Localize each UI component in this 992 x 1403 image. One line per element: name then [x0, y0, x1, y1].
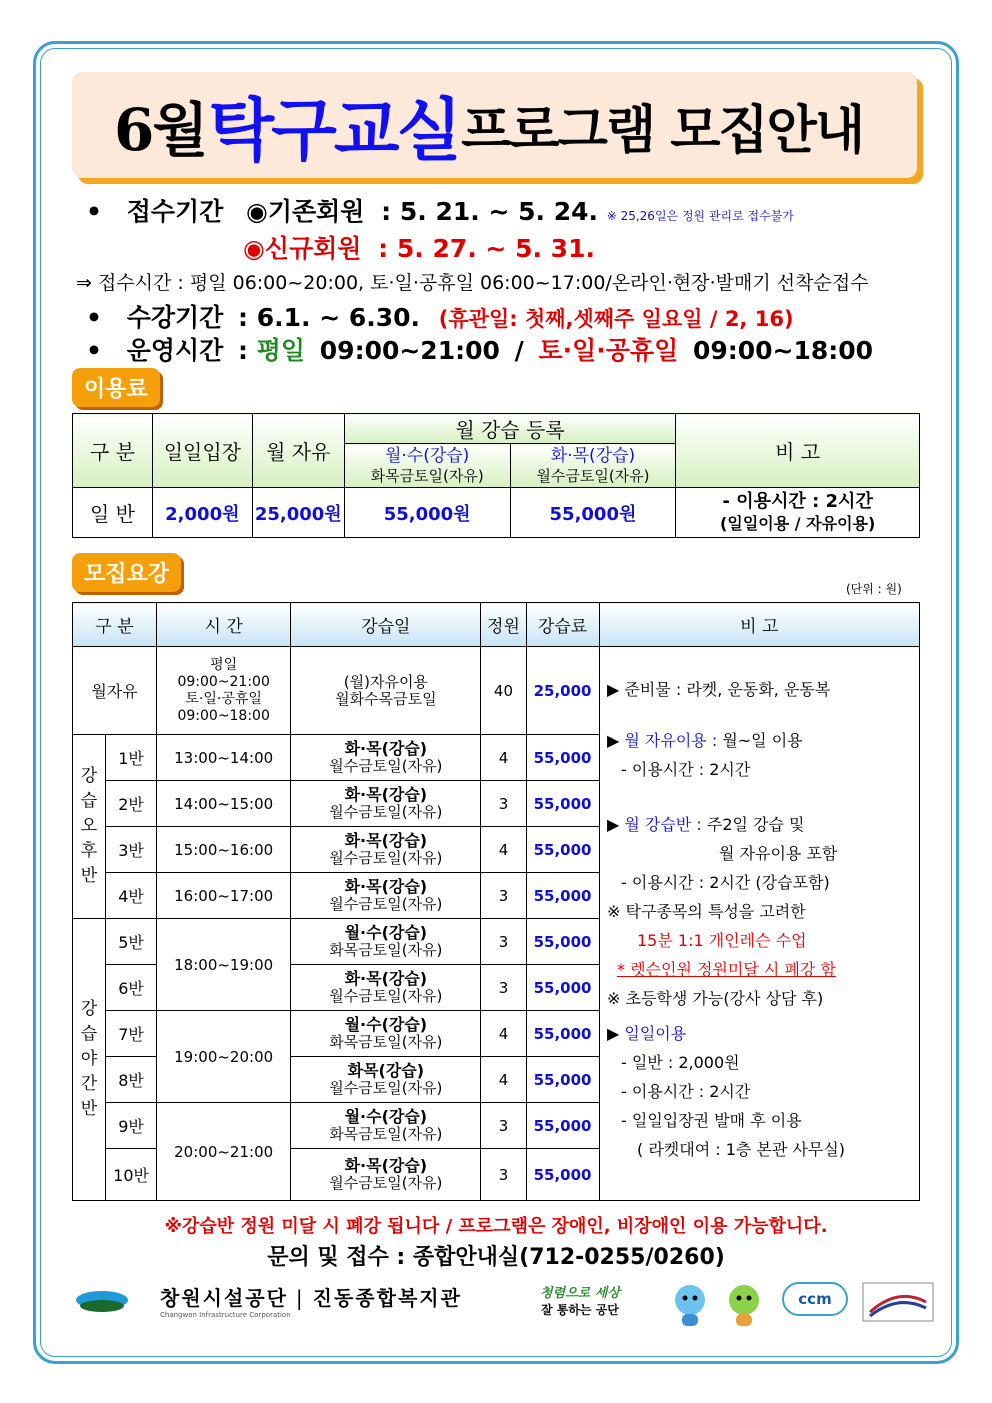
rt-days — [291, 1057, 481, 1103]
award-badge-icon — [862, 1282, 934, 1322]
rt-free-days — [291, 647, 481, 735]
rt-d2: 화목금토일(자유) — [329, 1125, 443, 1143]
remark-lesson-desc: 주2일 강습 및 — [701, 815, 805, 834]
holiday-note: (휴관일: 첫째,셋째주 일요일 / 2, 16) — [438, 307, 794, 331]
remark-lesson-time: - 이용시간 : 2시간 (강습포함) — [621, 873, 830, 892]
rt-cls: 4반 — [106, 873, 157, 919]
rt-days — [291, 781, 481, 827]
slogan-logo — [540, 1282, 620, 1318]
rt-days — [291, 873, 481, 919]
existing-label: ◉기존회원 — [246, 197, 365, 226]
weekday-time: 09:00~21:00 — [319, 336, 500, 365]
remark-equipment: ▶ 준비물 : 라켓, 운동화, 운동복 — [607, 680, 831, 699]
rt-time: 16:00~17:00 — [157, 873, 291, 919]
rt-cap: 3 — [481, 919, 526, 965]
course-period-label: 수강기간 — [126, 303, 224, 332]
org-name-text: 창원시설공단 — [160, 1286, 288, 1310]
fee-h-mw-label: 월·수(강습) — [384, 445, 470, 466]
remark-free-use-desc: 월~일 이용 — [717, 731, 803, 750]
rt-h-days: 강습일 — [291, 603, 481, 647]
new-dates: : 5. 27. ~ 5. 31. — [378, 234, 595, 263]
mascot-2 — [722, 1282, 766, 1328]
reception-line — [86, 192, 794, 228]
reception-label: 접수기간 — [126, 197, 224, 226]
rt-time: 13:00~14:00 — [157, 735, 291, 781]
new-label: ◉신규회원 — [243, 234, 362, 263]
rt-fee: 55,000 — [526, 965, 599, 1011]
rt-d2: 화목금토일(자유) — [329, 941, 443, 959]
rt-h-time: 시 간 — [157, 603, 291, 647]
fee-h-tt-sub: 월수금토일(자유) — [536, 466, 650, 485]
rt-days — [291, 735, 481, 781]
rt-h-type: 구 분 — [73, 603, 157, 647]
rt-fee: 55,000 — [526, 1011, 599, 1057]
rt-cap: 3 — [481, 781, 526, 827]
new-member-line — [243, 229, 595, 265]
fee-h-free: 월 자유 — [252, 414, 344, 488]
rt-d2: 월수금토일(자유) — [329, 987, 443, 1005]
rt-fee: 55,000 — [526, 1103, 599, 1149]
rt-group-afternoon-label: 강습 오후반 — [80, 766, 98, 886]
rt-days — [291, 1149, 481, 1201]
fee-h-type: 구 분 — [73, 414, 153, 488]
rt-d2: 월수금토일(자유) — [329, 895, 443, 913]
remark-private-lesson: 15분 1:1 개인레슨 수업 — [637, 931, 807, 950]
org-name-en: Changwon Infrastructure Corporation — [160, 1311, 291, 1319]
rt-d2: 화목금토일(자유) — [329, 1033, 443, 1051]
rt-d1: 월·수(강습) — [344, 923, 428, 942]
rt-days — [291, 965, 481, 1011]
rt-free-time4: 09:00~18:00 — [177, 707, 270, 724]
rt-fee: 55,000 — [526, 1057, 599, 1103]
award-logo — [862, 1282, 934, 1322]
remark-free-use-arrow: ▶ — [607, 731, 625, 750]
rt-free-time — [157, 647, 291, 735]
rt-free-days1: (월)자유이용 — [343, 672, 428, 691]
ccm-text: ccm — [782, 1282, 848, 1316]
title-banner — [72, 72, 917, 178]
rt-d1: 화·목(강습) — [344, 969, 428, 988]
title-main: 탁구교실 — [208, 91, 460, 171]
rt-d1: 화·목(강습) — [344, 877, 428, 896]
rt-time: 14:00~15:00 — [157, 781, 291, 827]
fee-r-tt: 55,000원 — [510, 488, 676, 538]
fee-r-type: 일 반 — [73, 488, 153, 538]
rt-d1: 화·목(강습) — [344, 831, 428, 850]
slogan-top: 청렴으로 세상 — [540, 1286, 620, 1301]
fee-h-monthly: 월 강습 등록 — [344, 414, 676, 444]
rt-h-cap: 정원 — [481, 603, 526, 647]
fee-h-mw-sub: 화목금토일(자유) — [370, 466, 484, 485]
rt-free-time1: 평일 — [210, 656, 238, 673]
title-month: 6월 — [114, 96, 207, 164]
rt-d1: 화·목(강습) — [344, 785, 428, 804]
rt-time: 15:00~16:00 — [157, 827, 291, 873]
remark-lesson-label: 월 강습반 : — [624, 815, 702, 834]
rt-cls: 7반 — [106, 1011, 157, 1057]
remark-free-use-time: - 이용시간 : 2시간 — [621, 760, 751, 779]
footer-contact: 문의 및 접수 : 종합안내실(712-0255/0260) — [267, 1245, 725, 1270]
unit-label: (단위 : 원) — [846, 582, 902, 596]
rt-cap: 3 — [481, 965, 526, 1011]
hours-line — [86, 331, 873, 367]
remark-daily-fee: - 일반 : 2,000원 — [621, 1053, 740, 1072]
rt-d2: 월수금토일(자유) — [329, 757, 443, 775]
rt-d1: 화목(강습) — [347, 1061, 425, 1080]
rt-h-note: 비 고 — [599, 603, 919, 647]
remark-cancel-note: * 렛슨인원 정원미달 시 폐강 함 — [617, 960, 836, 979]
fee-h-daily: 일일입장 — [152, 414, 252, 488]
rt-time: 18:00~19:00 — [157, 919, 291, 1011]
mascot-green-icon — [722, 1282, 766, 1328]
existing-dates: : 5. 21. ~ 5. 24. — [381, 197, 598, 226]
remark-daily-label: 일일이용 — [624, 1024, 687, 1043]
remark-daily — [607, 1019, 845, 1048]
rt-cls: 10반 — [106, 1149, 157, 1201]
mascot-1 — [668, 1282, 712, 1328]
rt-free-cap: 40 — [481, 647, 526, 735]
rt-group-afternoon — [73, 735, 106, 919]
rt-d1: 화·목(강습) — [344, 739, 428, 758]
rt-free-time2: 09:00~21:00 — [177, 673, 270, 690]
hours-sep: : — [238, 336, 249, 365]
rt-fee: 55,000 — [526, 1149, 599, 1201]
rt-d2: 월수금토일(자유) — [329, 849, 443, 867]
rt-d2: 월수금토일(자유) — [329, 803, 443, 821]
remark-racket-rental: ( 라켓대여 : 1층 본관 사무실) — [637, 1140, 846, 1159]
rt-fee: 55,000 — [526, 919, 599, 965]
rt-d2: 월수금토일(자유) — [329, 1079, 443, 1097]
fee-r-free: 25,000원 — [252, 488, 344, 538]
rt-cls: 6반 — [106, 965, 157, 1011]
rt-cls: 3반 — [106, 827, 157, 873]
footer-notice: ※강습반 정원 미달 시 폐강 됩니다 / 프로그램은 장애인, 비장애인 이용 가능합니다. — [164, 1216, 828, 1237]
remark-daily-time: - 이용시간 : 2시간 — [621, 1082, 751, 1101]
center-name: 진동종합복지관 — [312, 1286, 462, 1310]
fee-section-title: 이용료 — [72, 368, 160, 407]
fee-table — [72, 413, 920, 538]
rt-group-evening — [73, 919, 106, 1201]
city-emblem-icon — [72, 1282, 132, 1322]
rt-cls: 8반 — [106, 1057, 157, 1103]
rt-days — [291, 1011, 481, 1057]
fee-r-daily: 2,000원 — [152, 488, 252, 538]
rt-time: 19:00~20:00 — [157, 1011, 291, 1103]
rt-cap: 3 — [481, 873, 526, 919]
rt-free-label: 월자유 — [73, 647, 157, 735]
remark-lesson — [607, 810, 845, 839]
rt-free-fee: 25,000 — [526, 647, 599, 735]
rt-days — [291, 827, 481, 873]
recruit-section-title: 모집요강 — [72, 553, 181, 592]
org-logo — [160, 1282, 462, 1319]
remark-lesson-desc2: 월 자유이용 포함 — [719, 844, 838, 863]
reception-time-note: ⇒ 접수시간 : 평일 06:00~20:00, 토·일·공휴일 06:00~17:00/온라인·현장·발매기 선착순접수 — [76, 272, 869, 294]
course-period-line — [86, 298, 794, 334]
rt-days — [291, 1103, 481, 1149]
rt-free-time3: 토·일·공휴일 — [185, 690, 262, 707]
remark-daily-ticket: - 일일입장권 발매 후 이용 — [621, 1111, 802, 1130]
fee-h-tt — [510, 444, 676, 488]
rt-cap: 3 — [481, 1149, 526, 1201]
weekend-time: 09:00~18:00 — [692, 336, 874, 365]
rt-time: 20:00~21:00 — [157, 1103, 291, 1201]
rt-d1: 월·수(강습) — [344, 1107, 428, 1126]
rt-d1: 월·수(강습) — [344, 1015, 428, 1034]
rt-cls: 1반 — [106, 735, 157, 781]
rt-d2: 월수금토일(자유) — [329, 1174, 443, 1192]
ccm-logo — [782, 1282, 848, 1316]
rt-fee: 55,000 — [526, 827, 599, 873]
fee-r-note — [676, 488, 920, 538]
fee-h-note: 비 고 — [676, 414, 920, 488]
mascot-blue-icon — [668, 1282, 712, 1328]
rt-cap: 4 — [481, 735, 526, 781]
rt-free-days2: 월화수목금토일 — [335, 689, 437, 708]
rt-cap: 4 — [481, 827, 526, 873]
rt-group-evening-label: 강습 야간반 — [80, 999, 98, 1119]
org-name: 창원시설공단 | 진동종합복지관 — [160, 1286, 462, 1310]
fee-r-note1: - 이용시간 : 2시간 — [722, 490, 873, 512]
fee-h-mw — [344, 444, 510, 488]
rt-fee: 55,000 — [526, 873, 599, 919]
fee-r-note2: (일일이용 / 자유이용) — [720, 513, 876, 533]
rt-cap: 4 — [481, 1011, 526, 1057]
rt-cls: 5반 — [106, 919, 157, 965]
rt-days — [291, 919, 481, 965]
remark-note-1: ※ 탁구종목의 특성을 고려한 — [607, 902, 806, 921]
city-logo — [72, 1282, 132, 1322]
rt-cls: 2반 — [106, 781, 157, 827]
existing-note: ※ 25,26일은 정원 관리로 접수불가 — [606, 209, 794, 223]
remark-note-2: ※ 초등학생 가능(강사 상담 후) — [607, 989, 824, 1008]
hours-label: 운영시간 — [126, 336, 224, 365]
fee-h-tt-label: 화·목(강습) — [550, 445, 636, 466]
rt-h-fee: 강습료 — [526, 603, 599, 647]
course-period-value: : 6.1. ~ 6.30. — [238, 303, 421, 332]
remark-free-use — [607, 726, 845, 755]
remark-daily-arrow: ▶ — [607, 1024, 625, 1043]
remarks-list — [607, 675, 845, 1164]
fee-r-mw: 55,000원 — [344, 488, 510, 538]
hours-sep2: / — [514, 336, 524, 365]
weekend-label: 토·일·공휴일 — [538, 336, 679, 365]
rt-cls: 9반 — [106, 1103, 157, 1149]
remark-free-use-label: 월 자유이용 : — [624, 731, 718, 750]
rt-cap: 4 — [481, 1057, 526, 1103]
title-rest: 프로그램 모집안내 — [461, 99, 864, 161]
rt-cap: 3 — [481, 1103, 526, 1149]
remark-lesson-arrow: ▶ — [607, 815, 625, 834]
rt-fee: 55,000 — [526, 735, 599, 781]
rt-fee: 55,000 — [526, 781, 599, 827]
weekday-label: 평일 — [256, 336, 306, 365]
slogan-bottom: 잘 통하는 공단 — [540, 1303, 619, 1317]
rt-d1: 화·목(강습) — [344, 1156, 428, 1175]
